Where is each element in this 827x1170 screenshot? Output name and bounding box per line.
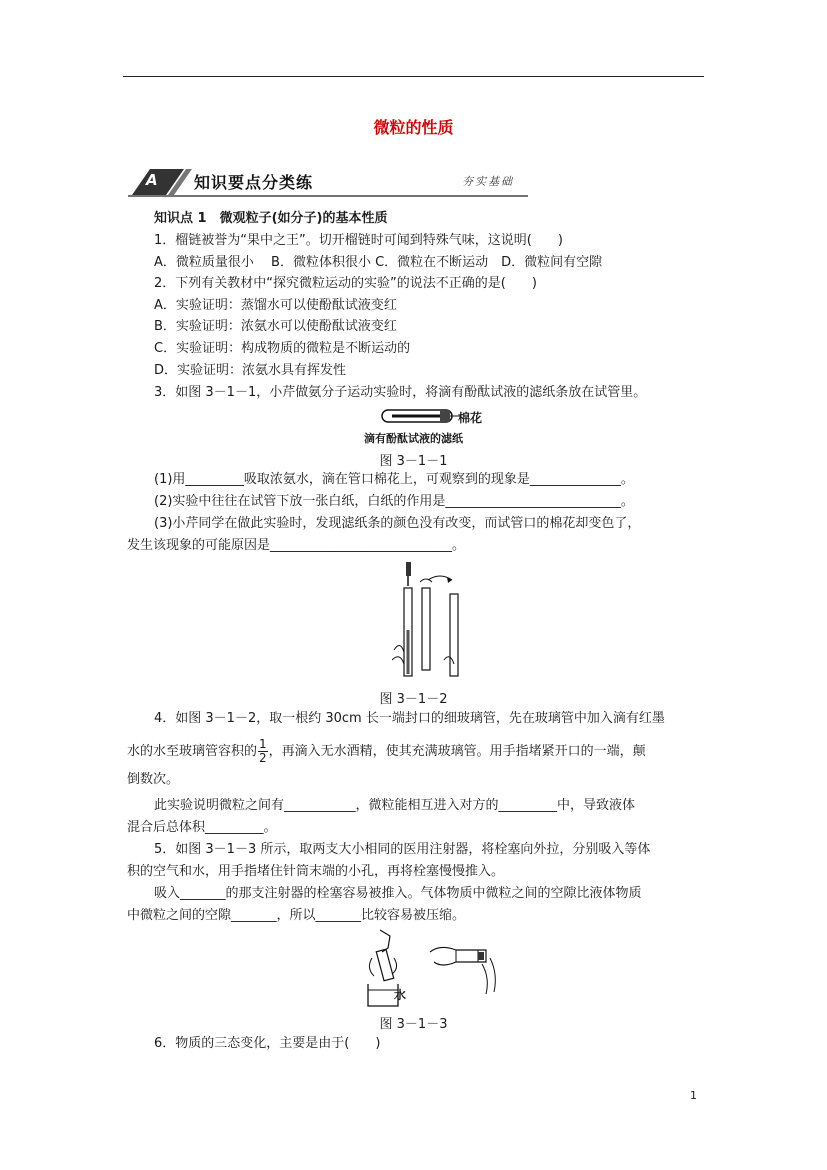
question-3-stem: 3．如图 3－1－1，小芹做氨分子运动实验时，将滴有酚酞试液的滤纸条放在试管里。 xyxy=(154,385,647,400)
question-4-line-4: 此实验说明微粒之间有___________，微粒能相互进入对方的_________中，导致液体 xyxy=(154,798,636,813)
banner-title: 知识要点分类练 xyxy=(194,173,314,192)
question-3-part-3a: (3)小芹同学在做此实验时，发现滤纸条的颜色没有改变，而试管口的棉花却变色了， xyxy=(154,516,641,531)
question-2-option-c: C．实验证明：构成物质的微粒是不断运动的 xyxy=(154,341,411,356)
page-title: 微粒的性质 xyxy=(373,118,454,137)
question-2-option-a: A．实验证明：蒸馏水可以使酚酞试液变红 xyxy=(154,298,397,313)
label-filter-paper: 滴有酚酞试液的滤纸 xyxy=(364,432,463,445)
fraction-numerator: 1 xyxy=(259,737,267,751)
question-3-part-3b: 发生该现象的可能原因是____________________________。 xyxy=(127,538,466,553)
glass-tubes-drawing xyxy=(392,560,462,680)
fraction-denominator: 2 xyxy=(259,751,267,765)
figure-caption-3: 图 3－1－3 xyxy=(379,1017,448,1032)
figure-caption-2: 图 3－1－2 xyxy=(379,692,448,707)
question-2-option-d: D．实验证明：浓氨水具有挥发性 xyxy=(154,363,347,378)
question-4-line-2b: ，再滴入无水酒精，使其充满玻璃管。用手指堵紧开口的一端，颠 xyxy=(268,744,646,759)
question-4-line-3: 倒数次。 xyxy=(127,772,180,787)
label-cotton: 棉花 xyxy=(458,411,483,425)
figure-caption-1: 图 3－1－1 xyxy=(379,454,448,469)
question-2-option-b: B．实验证明：浓氨水可以使酚酞试液变红 xyxy=(154,319,397,334)
question-5-line-3: 吸入_______的那支注射器的栓塞容易被推入。气体物质中微粒之间的空隙比液体物质 xyxy=(154,886,642,901)
page-number: 1 xyxy=(690,1089,697,1102)
question-4-line-1: 4．如图 3－1－2，取一根约 30cm 长一端封口的细玻璃管，先在玻璃管中加入滴有红墨 xyxy=(154,711,665,726)
question-4-line-2a: 水的水至玻璃管容积的 xyxy=(127,744,258,759)
section-banner xyxy=(128,165,538,197)
figure-syringes xyxy=(360,928,500,1010)
fraction-one-half xyxy=(258,738,268,765)
question-4-line-2 xyxy=(127,738,646,765)
question-3-part-2: (2)实验中往往在试管下放一张白纸，白纸的作用是___________________________。 xyxy=(154,494,634,509)
question-6-stem: 6．物质的三态变化，主要是由于( ) xyxy=(154,1036,381,1051)
question-1-stem: 1．榴链被誉为“果中之王”。切开榴链时可闻到特殊气味，这说明( ) xyxy=(154,233,563,248)
question-5-line-1: 5．如图 3－1－3 所示，取两支大小相同的医用注射器，将栓塞向外拉，分别吸入等体 xyxy=(154,842,651,857)
question-1-options: A．微粒质量很小 B．微粒体积很小 C．微粒在不断运动 D．微粒间有空隙 xyxy=(154,255,603,270)
banner-subtitle: 夯实基础 xyxy=(462,175,514,188)
banner-badge: A xyxy=(146,171,158,189)
question-3-part-1: (1)用_________吸取浓氨水，滴在管口棉花上，可观察到的现象是______________。 xyxy=(154,472,634,487)
figure-glass-tubes xyxy=(392,560,462,680)
header-rule xyxy=(123,76,704,77)
syringes-drawing xyxy=(360,928,500,1010)
question-4-line-5: 混合后总体积_________。 xyxy=(127,820,277,835)
question-5-line-2: 积的空气和水，用手指堵住针筒末端的小孔，再将栓塞慢慢推入。 xyxy=(127,864,505,879)
question-5-line-4: 中微粒之间的空隙_______，所以_______比较容易被压缩。 xyxy=(127,908,466,923)
question-2-stem: 2．下列有关教材中“探究微粒运动的实验”的说法不正确的是( ) xyxy=(154,276,537,291)
figure-test-tube xyxy=(380,407,490,427)
section-heading: 知识点 1 微观粒子(如分子)的基本性质 xyxy=(154,211,388,226)
label-water: 水 xyxy=(394,988,407,1002)
